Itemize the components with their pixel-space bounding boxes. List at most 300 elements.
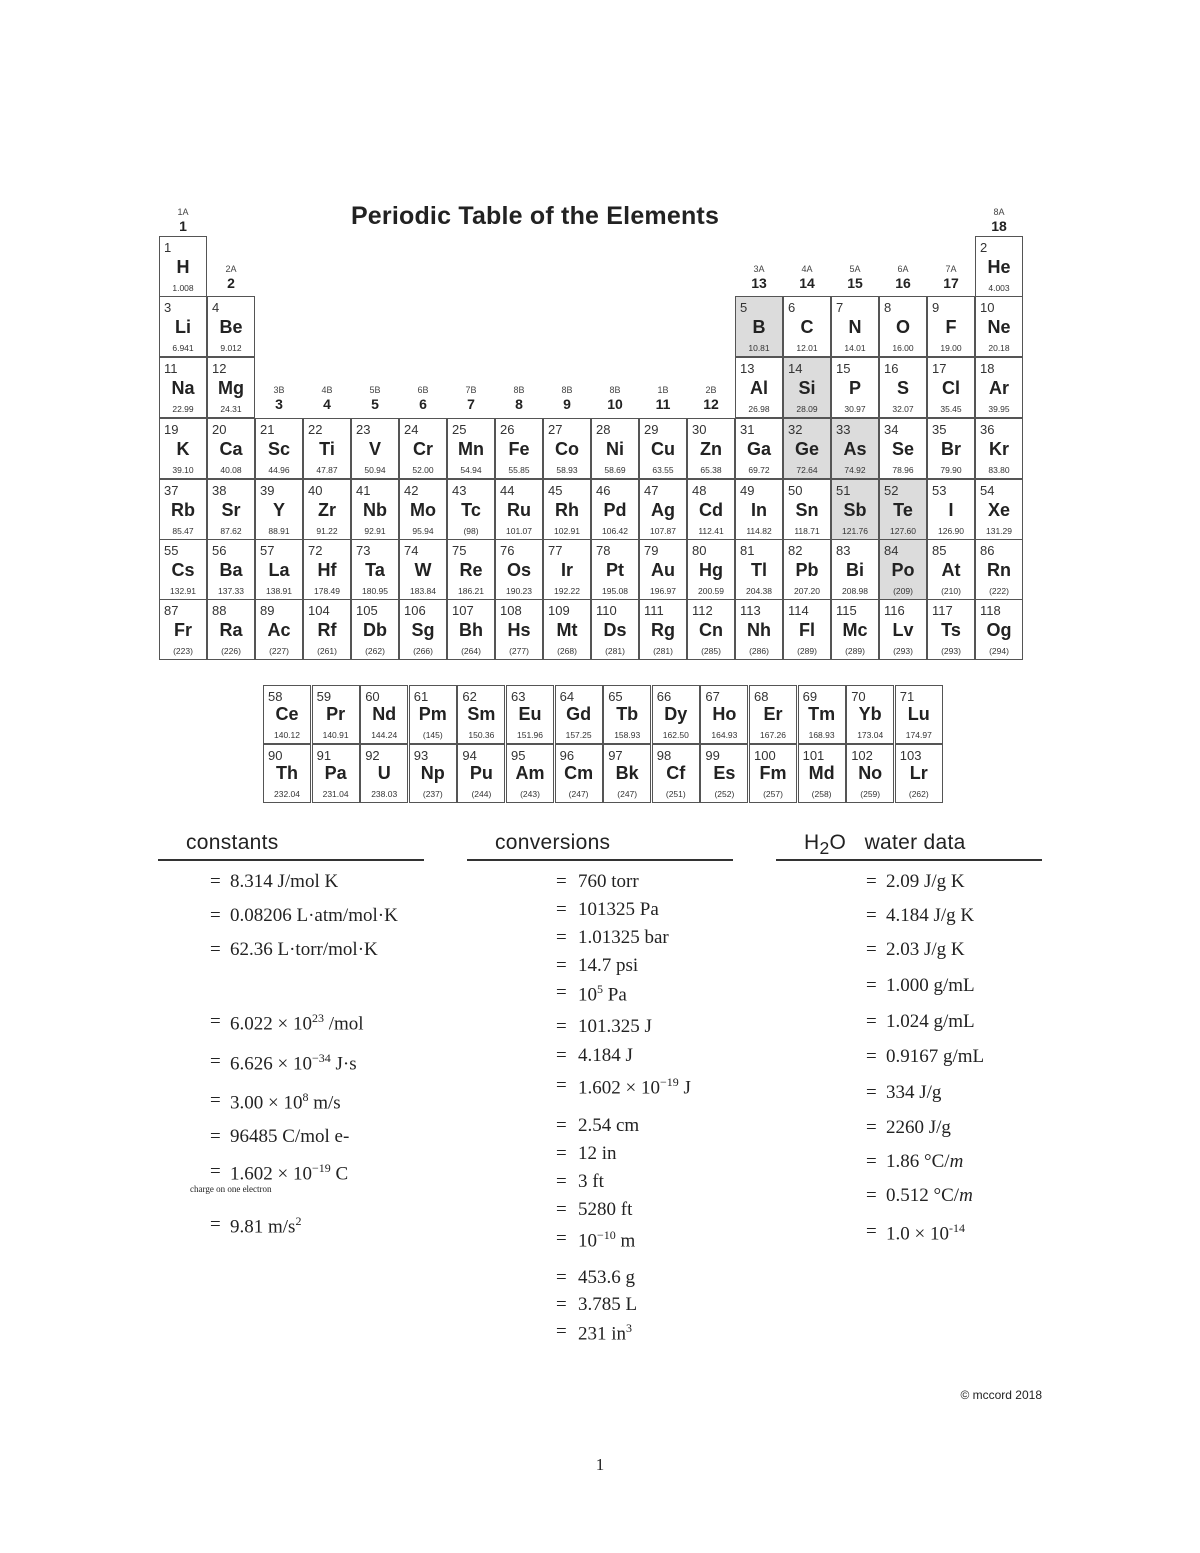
element-cell-ag[interactable] [639,479,687,540]
constant-value: 96485 C/mol e- [230,1126,350,1147]
element-symbol: Pu [469,763,493,783]
element-symbol: C [800,317,814,337]
atomic-mass: 114.82 [746,526,772,536]
element-cell-fr[interactable] [159,599,207,660]
group-label-old: 4B [321,385,333,395]
atomic-number: 17 [932,361,947,376]
element-cell-no[interactable] [846,744,894,803]
atomic-mass: (286) [749,646,769,656]
group-number: 8 [515,396,523,412]
element-cell-y[interactable] [255,479,303,540]
group-header-9 [543,386,591,411]
element-cell-sm[interactable] [457,685,505,744]
atomic-mass: 232.04 [274,789,300,799]
element-cell-th[interactable] [263,744,311,803]
element-cell-rf[interactable] [303,599,351,660]
group-number: 5 [371,396,379,412]
atomic-number: 1 [164,240,172,255]
element-symbol: Ag [651,500,675,520]
element-cell-f[interactable] [927,296,975,357]
element-cell-ra[interactable] [207,599,255,660]
element-symbol: Kr [988,439,1009,459]
atomic-number: 38 [212,483,227,498]
element-cell-ts[interactable] [927,599,975,660]
atomic-number: 117 [932,603,953,618]
atomic-number: 52 [884,483,899,498]
element-cell-am[interactable] [506,744,554,803]
element-cell-cf[interactable] [652,744,700,803]
atomic-number: 5 [740,300,748,315]
constant-value: $6.022 \times 10^{23}$ /mol [230,1011,364,1035]
conversion-value: 101325 Pa [578,899,659,920]
element-cell-sr[interactable] [207,479,255,540]
element-cell-fm[interactable] [749,744,797,803]
atomic-number: 18 [980,361,995,376]
element-symbol: Mc [842,620,868,640]
atomic-mass: 151.96 [517,730,543,740]
element-symbol: Ga [746,439,771,459]
atomic-mass: 83.80 [988,465,1010,475]
group-label-old: 3A [753,264,765,274]
group-header-18 [975,208,1023,233]
element-symbol: P [848,378,861,398]
element-cell-pm[interactable] [409,685,457,744]
atomic-number: 71 [899,689,915,704]
conversion-value: 1.01325 bar [578,927,669,948]
element-cell-sg[interactable] [399,599,447,660]
element-symbol: Rh [555,500,579,520]
element-cell-po[interactable] [879,539,927,600]
atomic-number: 85 [932,543,947,558]
element-cell-zn[interactable] [687,418,735,479]
atomic-mass: (222) [989,586,1009,596]
conversion-equals: = [556,1267,567,1288]
element-cell-lr[interactable] [895,744,943,803]
element-cell-mg[interactable] [207,357,255,418]
element-cell-lu[interactable] [895,685,943,744]
element-cell-at[interactable] [927,539,975,600]
atomic-mass: 195.08 [602,586,628,596]
element-symbol: Am [515,763,545,783]
element-cell-v[interactable] [351,418,399,479]
element-cell-pd[interactable] [591,479,639,540]
atomic-number: 60 [365,689,380,704]
element-cell-ca[interactable] [207,418,255,479]
group-header-6 [399,386,447,411]
element-cell-rb[interactable] [159,479,207,540]
element-cell-tm[interactable] [798,685,846,744]
element-cell-h[interactable] [159,236,207,297]
element-cell-tb[interactable] [603,685,651,744]
group-label-old: 4A [801,264,813,274]
water-equals: = [866,1046,877,1067]
element-cell-ba[interactable] [207,539,255,600]
atomic-number: 33 [836,422,851,437]
element-cell-c[interactable] [783,296,831,357]
atomic-number: 10 [980,300,995,315]
conversion-equals: = [556,1075,567,1096]
atomic-mass: 55.85 [508,465,530,475]
element-cell-cl[interactable] [927,357,975,418]
conversion-equals: = [556,1199,567,1220]
conversion-value: 231 $in^3$ [578,1321,633,1345]
group-header-4 [303,386,351,411]
atomic-mass: 14.01 [844,343,866,353]
element-cell-dy[interactable] [652,685,700,744]
group-label-old: 7B [465,385,477,395]
element-cell-md[interactable] [798,744,846,803]
group-number: 7 [467,396,475,412]
atomic-mass: 47.87 [316,465,338,475]
atomic-number: 99 [705,748,720,763]
element-cell-ga[interactable] [735,418,783,479]
atomic-mass: (281) [653,646,673,656]
element-symbol: Cm [564,763,594,783]
atomic-number: 84 [884,543,899,558]
atomic-number: 66 [656,689,672,704]
element-cell-s[interactable] [879,357,927,418]
group-label-old: 8B [609,385,621,395]
element-symbol: V [368,439,381,459]
element-symbol: Np [420,763,445,783]
atomic-mass: (209) [893,586,913,596]
conversion-value: 5280 ft [578,1199,633,1220]
water-equals: = [866,905,877,926]
atomic-mass: 40.08 [220,465,242,475]
atomic-number: 96 [559,748,575,763]
element-cell-he[interactable] [975,236,1023,297]
atomic-mass: 30.97 [844,404,866,414]
element-symbol: Mt [556,620,578,640]
element-cell-bi[interactable] [831,539,879,600]
water-value: 2.03 J/g K [886,939,965,960]
element-symbol: S [896,378,909,398]
element-symbol: Mn [458,439,484,459]
element-cell-cm[interactable] [555,744,603,803]
atomic-number: 67 [705,689,720,704]
atomic-number: 32 [788,422,803,437]
element-symbol: Zr [318,500,336,520]
water-equals: = [866,1082,877,1103]
element-cell-ru[interactable] [495,479,543,540]
copyright: © mccord 2018 [960,1388,1042,1402]
element-cell-ar[interactable] [975,357,1023,418]
atomic-mass: 150.36 [468,730,495,740]
element-cell-es[interactable] [700,744,748,803]
atomic-mass: 19.00 [940,343,962,353]
atomic-mass: 85.47 [172,526,194,536]
water-title-text: water data [864,831,966,854]
atomic-mass: 178.49 [314,586,340,596]
water-equals: = [866,1221,877,1242]
element-cell-og[interactable] [975,599,1023,660]
element-cell-eu[interactable] [506,685,554,744]
atomic-number: 108 [500,603,522,618]
element-symbol: Cl [942,378,960,398]
element-cell-n[interactable] [831,296,879,357]
element-cell-ne[interactable] [975,296,1023,357]
element-cell-o[interactable] [879,296,927,357]
element-cell-in[interactable] [735,479,783,540]
group-label-old: 8B [513,385,525,395]
element-cell-ta[interactable] [351,539,399,600]
element-cell-rh[interactable] [543,479,591,540]
element-cell-k[interactable] [159,418,207,479]
atomic-number: 80 [692,543,707,558]
element-cell-rg[interactable] [639,599,687,660]
element-cell-bk[interactable] [603,744,651,803]
atomic-number: 48 [692,483,707,498]
atomic-mass: 144.24 [371,730,398,740]
atomic-number: 81 [740,543,755,558]
atomic-number: 20 [212,422,227,437]
element-cell-as[interactable] [831,418,879,479]
atomic-mass: 208.98 [842,586,868,596]
element-symbol: Ho [712,704,737,724]
element-symbol: Os [506,560,531,580]
atomic-number: 70 [851,689,866,704]
atomic-mass: (285) [701,646,721,656]
atomic-number: 73 [356,543,371,558]
element-cell-na[interactable] [159,357,207,418]
element-symbol: Tb [616,704,639,724]
element-cell-kr[interactable] [975,418,1023,479]
element-cell-sc[interactable] [255,418,303,479]
atomic-mass: 183.84 [410,586,436,596]
element-cell-rn[interactable] [975,539,1023,600]
group-label-old: 3B [273,385,285,395]
atomic-number: 16 [884,361,899,376]
conversion-value: $10^{-10}$ m [578,1228,636,1252]
atomic-number: 19 [164,422,179,437]
water-value: 0.512 °C/m [886,1185,973,1206]
element-cell-ni[interactable] [591,418,639,479]
group-number: 13 [751,275,767,291]
group-header-11 [639,386,687,411]
atomic-mass: 107.87 [650,526,676,536]
constant-equals: = [210,1214,221,1235]
atomic-mass: (289) [797,646,817,656]
atomic-mass: (266) [413,646,433,656]
atomic-mass: 231.04 [322,789,349,799]
page-number: 1 [595,1455,605,1474]
element-symbol: Ta [365,560,385,580]
atomic-number: 55 [164,543,179,558]
element-symbol: B [752,317,766,337]
atomic-mass: (257) [763,789,783,799]
element-cell-co[interactable] [543,418,591,479]
conversion-equals: = [556,871,567,892]
element-symbol: Se [891,439,915,459]
atomic-number: 7 [836,300,844,315]
element-cell-mn[interactable] [447,418,495,479]
conversion-equals: = [556,1228,567,1249]
element-cell-yb[interactable] [846,685,894,744]
atomic-mass: 238.03 [371,789,398,799]
water-value: 1.86 °C/m [886,1151,964,1172]
conversion-equals: = [556,1294,567,1315]
element-cell-tc[interactable] [447,479,495,540]
element-cell-nb[interactable] [351,479,399,540]
atomic-number: 39 [260,483,275,498]
atomic-number: 41 [356,483,371,498]
element-cell-pu[interactable] [457,744,505,803]
element-cell-sn[interactable] [783,479,831,540]
element-cell-mo[interactable] [399,479,447,540]
element-cell-ti[interactable] [303,418,351,479]
element-cell-te[interactable] [879,479,927,540]
element-symbol: Cu [651,439,675,459]
atomic-number: 15 [836,361,851,376]
water-value: 1.000 g/mL [886,975,975,996]
element-symbol: Pm [418,704,447,724]
element-symbol: Bk [615,763,639,783]
element-symbol: Nh [747,620,771,640]
element-cell-os[interactable] [495,539,543,600]
element-cell-cn[interactable] [687,599,735,660]
element-symbol: H [176,257,190,277]
atomic-number: 22 [308,422,323,437]
element-cell-w[interactable] [399,539,447,600]
element-cell-cd[interactable] [687,479,735,540]
element-symbol: Te [893,500,913,520]
element-cell-se[interactable] [879,418,927,479]
element-cell-ge[interactable] [783,418,831,479]
element-symbol: Ca [219,439,243,459]
atomic-mass: 58.69 [604,465,626,475]
element-cell-mt[interactable] [543,599,591,660]
group-number: 2 [227,275,235,291]
conversion-value: 453.6 g [578,1267,635,1288]
atomic-mass: (251) [665,789,686,799]
conversion-equals: = [556,1016,567,1037]
element-cell-ds[interactable] [591,599,639,660]
constant-equals: = [210,905,221,926]
atomic-mass: 102.91 [554,526,580,536]
atomic-number: 77 [548,543,563,558]
element-cell-br[interactable] [927,418,975,479]
element-cell-pa[interactable] [312,744,360,803]
water-equals: = [866,1117,877,1138]
atomic-number: 79 [644,543,659,558]
element-cell-fe[interactable] [495,418,543,479]
atomic-mass: (262) [365,646,385,656]
atomic-mass: 207.20 [794,586,820,596]
element-symbol: Eu [518,704,542,724]
element-cell-np[interactable] [409,744,457,803]
element-cell-cs[interactable] [159,539,207,600]
element-cell-ir[interactable] [543,539,591,600]
water-equals: = [866,939,877,960]
conversions-divider [467,859,733,861]
atomic-number: 23 [356,422,371,437]
atomic-mass: 63.55 [652,465,674,475]
atomic-mass: 112.41 [698,526,724,536]
element-symbol: Sn [795,500,819,520]
element-cell-pr[interactable] [312,685,360,744]
element-cell-er[interactable] [749,685,797,744]
group-label-old: 2A [225,264,237,274]
element-cell-i[interactable] [927,479,975,540]
atomic-number: 11 [164,361,178,376]
element-symbol: Ir [560,560,573,580]
atomic-mass: 190.23 [506,586,532,596]
element-symbol: Rb [171,500,195,520]
element-cell-la[interactable] [255,539,303,600]
water-value: $1.0 \times 10^{-14}$ [886,1221,965,1245]
element-cell-pt[interactable] [591,539,639,600]
group-label-old: 1B [657,385,669,395]
element-cell-ac[interactable] [255,599,303,660]
element-cell-hg[interactable] [687,539,735,600]
element-cell-zr[interactable] [303,479,351,540]
atomic-number: 53 [932,483,947,498]
element-cell-nd[interactable] [360,685,408,744]
element-symbol: Au [651,560,675,580]
atomic-mass: 200.59 [698,586,724,596]
element-cell-cr[interactable] [399,418,447,479]
element-cell-p[interactable] [831,357,879,418]
element-cell-hf[interactable] [303,539,351,600]
atomic-number: 98 [656,748,672,763]
atomic-number: 3 [164,300,172,315]
element-cell-au[interactable] [639,539,687,600]
element-cell-hs[interactable] [495,599,543,660]
atomic-number: 64 [559,689,575,704]
element-symbol: W [414,560,432,580]
conversion-value: 12 in [578,1143,617,1164]
group-number: 14 [799,275,815,291]
conversion-equals: = [556,955,567,976]
element-cell-mc[interactable] [831,599,879,660]
element-cell-li[interactable] [159,296,207,357]
atomic-number: 31 [740,422,755,437]
group-header-13 [735,265,783,290]
group-header-10 [591,386,639,411]
element-symbol: Dy [664,704,688,724]
element-symbol: Pr [326,704,346,724]
element-symbol: Lv [892,620,914,640]
element-cell-b[interactable] [735,296,783,357]
atomic-mass: (237) [422,789,443,799]
element-cell-be[interactable] [207,296,255,357]
element-cell-pb[interactable] [783,539,831,600]
element-cell-db[interactable] [351,599,399,660]
element-cell-u[interactable] [360,744,408,803]
water-data-title [804,831,966,859]
element-cell-xe[interactable] [975,479,1023,540]
element-cell-ho[interactable] [700,685,748,744]
water-equals: = [866,871,877,892]
element-symbol: Li [175,317,191,337]
element-cell-sb[interactable] [831,479,879,540]
atomic-mass: 132.91 [170,586,196,596]
element-cell-fl[interactable] [783,599,831,660]
element-cell-si[interactable] [783,357,831,418]
element-cell-ce[interactable] [263,685,311,744]
element-cell-al[interactable] [735,357,783,418]
element-cell-bh[interactable] [447,599,495,660]
element-cell-gd[interactable] [555,685,603,744]
element-cell-tl[interactable] [735,539,783,600]
element-cell-nh[interactable] [735,599,783,660]
element-cell-re[interactable] [447,539,495,600]
atomic-mass: 72.64 [796,465,818,475]
element-cell-cu[interactable] [639,418,687,479]
group-header-14 [783,265,831,290]
element-cell-lv[interactable] [879,599,927,660]
atomic-mass: 167.26 [760,730,786,740]
